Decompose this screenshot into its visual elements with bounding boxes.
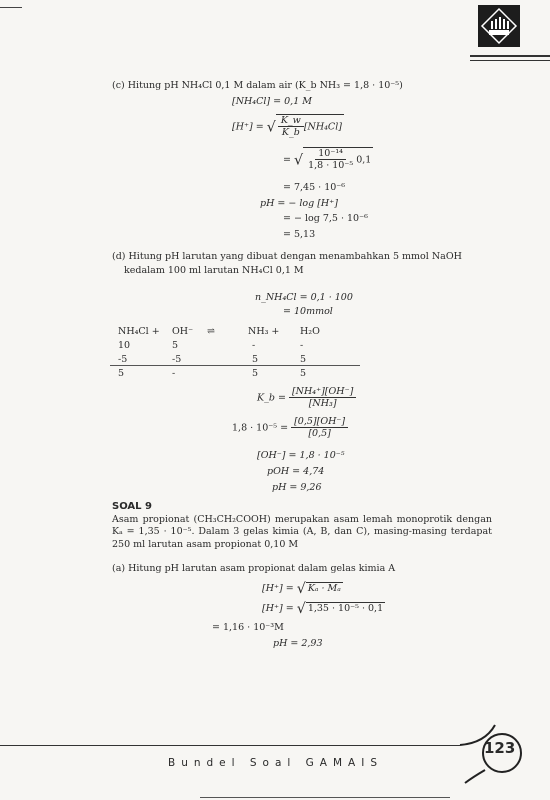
part-d-n-line: n_NH₄Cl = 0,1 · 100 [255, 292, 353, 303]
eq1-lhs: [H⁺] = [262, 583, 294, 594]
top-left-rule [0, 7, 22, 8]
rxn-cell: 5 [300, 368, 307, 379]
part-d-n-line2: = 10mmol [283, 306, 333, 317]
rxn-cell: 5 [172, 340, 179, 351]
soal9-eq1 [262, 581, 343, 598]
rxn-reactant-1: NH₄Cl + [118, 326, 160, 337]
sqrt-body: 1,35 · 10⁻⁵ · 0,1 [307, 603, 384, 614]
frac-den: 1,8 · 10⁻⁵ [308, 160, 354, 172]
kb-equation [257, 386, 356, 410]
rxn-equilibrium-arrow: ⇌ [207, 326, 215, 337]
part-c-conc: [NH₄Cl] = 0,1 M [232, 96, 312, 107]
sqrt-symbol: √ [266, 119, 276, 136]
rxn-product-1: NH₃ + [248, 326, 280, 337]
rxn-reactant-2: OH⁻ [172, 326, 194, 337]
sqrt-tail: [NH₄Cl] [303, 121, 342, 133]
soal9-text: Asam propionat (CH₃CH₂COOH) merupakan asam lemah monoprotik dengan Kₐ = 1,35 · 10⁻⁵. Dalam 3 gelas kimia (A, B, dan C), masing-masing terdapat 250 ml larutan asam propionat 0,10 M [112, 514, 492, 550]
kb2-lhs: 1,8 · 10⁻⁵ = [232, 422, 289, 434]
soal9-a-question: (a) Hitung pH larutan asam propionat dalam gelas kimia A [112, 563, 396, 574]
frac-den: [NH₃] [308, 398, 337, 410]
part-c-question: (c) Hitung pH NH₄Cl 0,1 M dalam air (K_b NH₃ = 1,8 · 10⁻⁵) [112, 80, 403, 91]
sub-eq-sign: = [283, 154, 291, 166]
soal9-title: SOAL 9 [112, 501, 152, 512]
rxn-cell: 5 [252, 354, 259, 365]
rxn-cell: 5 [252, 368, 259, 379]
part-c-sub-eq [283, 147, 373, 172]
kb2-equation [232, 416, 348, 440]
part-c-ph-line: pH = − log [H⁺] [260, 198, 338, 209]
part-d-question2: kedalam 100 ml larutan NH₄Cl 0,1 M [124, 265, 304, 276]
footer-rule [0, 745, 460, 746]
kw-kb-frac [278, 115, 304, 139]
rxn-cell: 5 [118, 368, 125, 379]
part-c-res1: = 7,45 · 10⁻⁶ [283, 182, 346, 193]
part-c-h-eq [232, 114, 344, 139]
rxn-cell: - [172, 368, 176, 379]
page-number: 123 [484, 739, 516, 757]
part-c-ph-line2: = − log 7,5 · 10⁻⁶ [283, 213, 368, 224]
sqrt-tail: 0,1 [356, 154, 372, 166]
kb-frac [289, 386, 356, 410]
frac-num: K_w [278, 115, 304, 127]
h-lhs: [H⁺] = [232, 121, 264, 133]
sqrt-body [276, 114, 344, 139]
sqrt-body [303, 147, 373, 172]
rxn-cell: -5 [118, 354, 128, 365]
rxn-product-2: H₂O [300, 326, 320, 337]
sqrt-symbol: √ [296, 601, 306, 617]
sub-frac [305, 148, 356, 172]
footer-title: Bundel Soal GAMAIS [168, 757, 383, 769]
rxn-cell: 10 [118, 340, 131, 351]
poh-result: pOH = 4,74 [267, 466, 325, 477]
eq2-lhs: [H⁺] = [262, 603, 294, 614]
frac-den: [0,5] [308, 428, 331, 440]
part-c-ph-result: = 5,13 [283, 229, 316, 240]
frac-den: K_b [281, 127, 300, 139]
sqrt-body: Kₐ · Mₐ [307, 583, 341, 594]
table-rule [110, 365, 360, 366]
sqrt-symbol: √ [296, 581, 306, 597]
footer-bottom-rule [200, 797, 450, 798]
kb2-frac [291, 416, 348, 440]
part-d-question: (d) Hitung pH larutan yang dibuat dengan menambahkan 5 mmol NaOH [112, 251, 462, 262]
corner-rule-2 [470, 60, 550, 61]
frac-num: [0,5][OH⁻] [291, 416, 348, 428]
ph-result: pH = 9,26 [272, 482, 322, 493]
soal9-eq3: = 1,16 · 10⁻³M [212, 622, 284, 633]
soal9-eq2 [262, 601, 385, 618]
rxn-cell: - [300, 340, 304, 351]
sqrt-symbol: √ [294, 152, 304, 169]
frac-num: 10⁻¹⁴ [315, 148, 346, 160]
oh-result: [OH⁻] = 1,8 · 10⁻⁵ [257, 450, 345, 461]
gamais-logo [478, 5, 520, 47]
corner-rule-1 [470, 55, 550, 57]
rxn-cell: - [252, 340, 256, 351]
kb-lhs: K_b = [257, 392, 286, 404]
rxn-cell: 5 [300, 354, 307, 365]
frac-num: [NH₄⁺][OH⁻] [289, 386, 356, 398]
soal9-eq4: pH = 2,93 [273, 638, 323, 649]
rxn-cell: -5 [172, 354, 182, 365]
